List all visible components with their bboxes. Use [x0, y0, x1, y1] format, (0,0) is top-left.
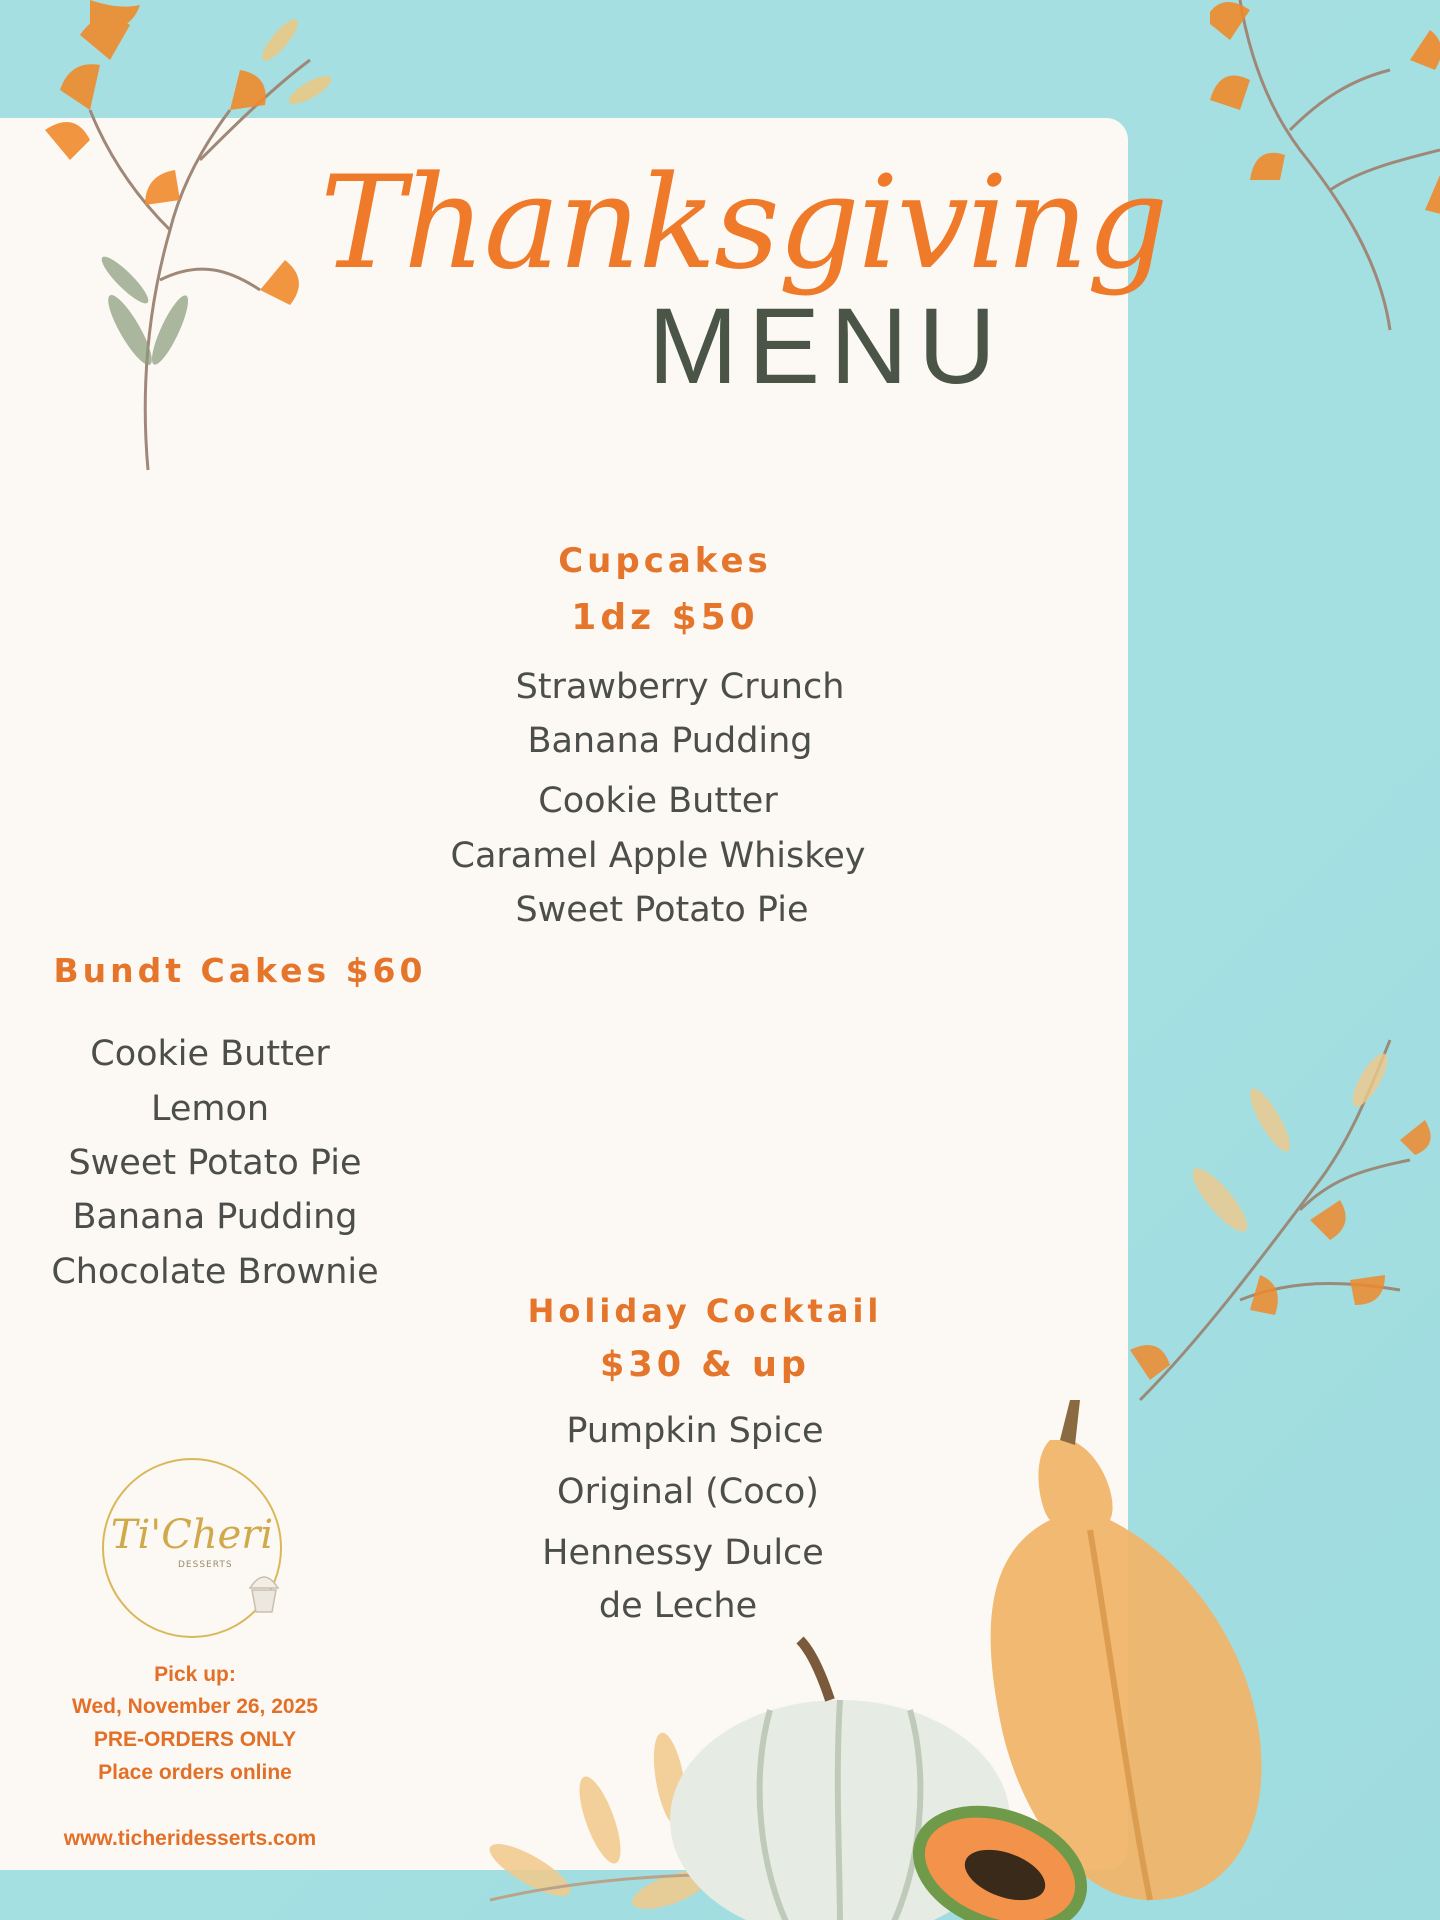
cupcake-item: Sweet Potato Pie	[515, 890, 809, 930]
cupcake-item: Banana Pudding	[527, 721, 813, 761]
cocktail-heading: Holiday Cocktail	[527, 1292, 883, 1330]
ginkgo-branch-icon	[30, 0, 350, 480]
cocktail-item: de Leche	[598, 1586, 758, 1626]
cocktail-item: Pumpkin Spice	[566, 1411, 824, 1451]
cocktail-item: Original (Coco)	[557, 1472, 819, 1512]
website-link[interactable]: www.ticheridesserts.com	[63, 1827, 317, 1850]
bundt-heading: Bundt Cakes $60	[53, 951, 427, 990]
pickup-label: Pick up:	[154, 1663, 236, 1686]
cupcake-item: Strawberry Crunch	[515, 667, 845, 707]
logo-name: Ti'Cheri	[110, 1512, 274, 1558]
leaf-branch-icon	[1120, 1020, 1440, 1460]
cocktail-price: $30 & up	[600, 1345, 810, 1385]
bundt-item: Banana Pudding	[72, 1197, 358, 1237]
bundt-item: Cookie Butter	[90, 1034, 330, 1074]
pickup-date: Wed, November 26, 2025	[72, 1695, 318, 1718]
logo-sub: DESSERTS	[178, 1560, 233, 1570]
cupcakes-price: 1dz $50	[571, 597, 759, 638]
cupcake-item: Cookie Butter	[538, 781, 778, 821]
brand-logo	[102, 1458, 282, 1638]
cupcake-item: Caramel Apple Whiskey	[450, 836, 866, 876]
bundt-item: Sweet Potato Pie	[68, 1143, 362, 1183]
bundt-item: Chocolate Brownie	[51, 1252, 379, 1292]
title-script: Thanksgiving	[320, 149, 1167, 298]
title-menu: MENU	[648, 285, 1006, 406]
ginkgo-branch-icon	[1210, 0, 1440, 340]
bundt-item: Lemon	[150, 1089, 270, 1129]
cupcake-icon	[244, 1570, 284, 1616]
cocktail-item: Hennessy Dulce	[542, 1533, 824, 1573]
preorder-note: PRE-ORDERS ONLY	[93, 1728, 297, 1751]
order-online-note: Place orders online	[98, 1761, 292, 1784]
cupcakes-heading: Cupcakes	[558, 541, 772, 581]
